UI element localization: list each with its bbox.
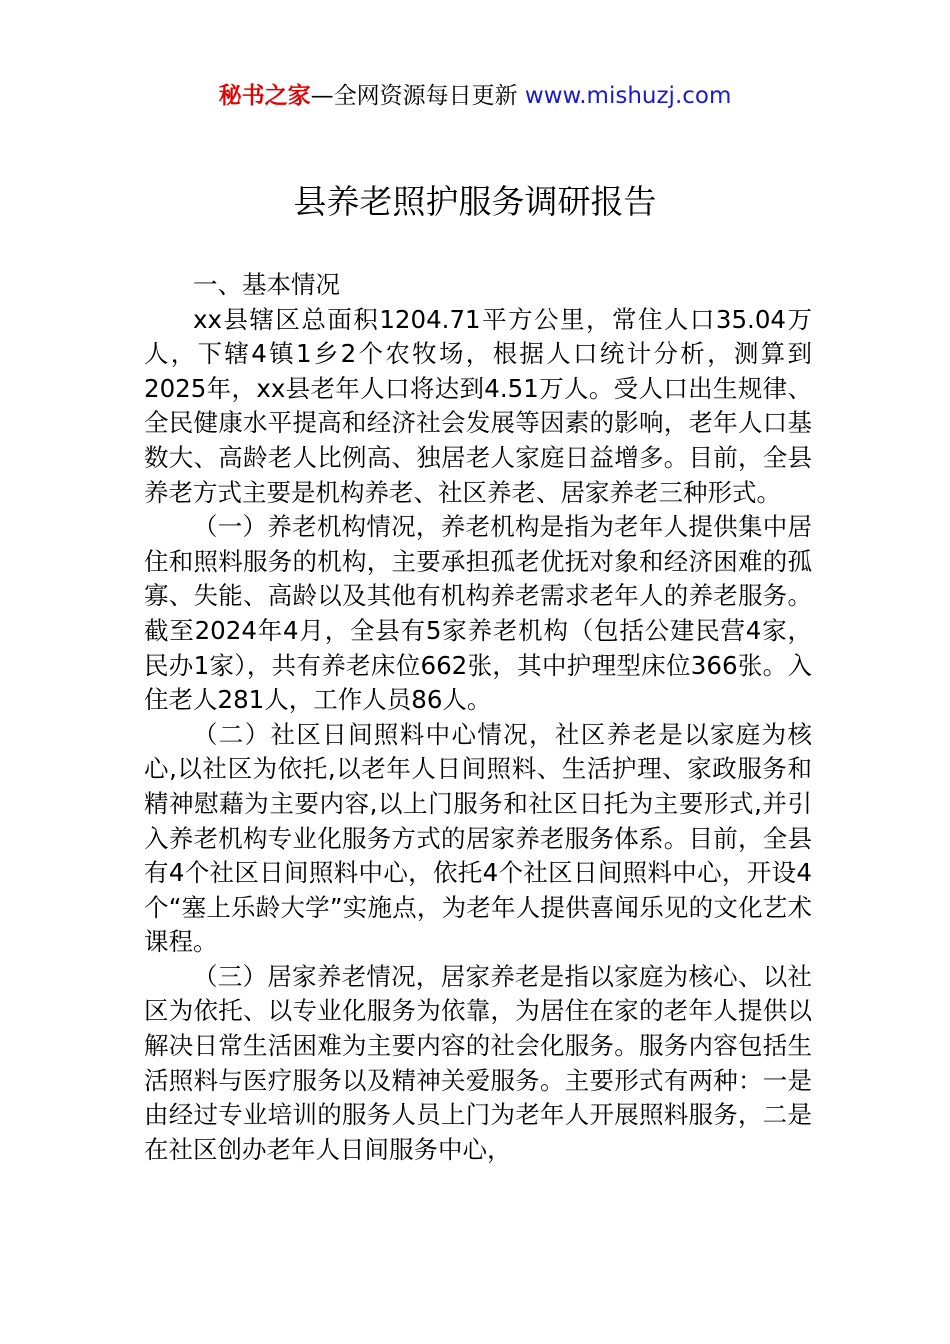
site-header (0, 80, 950, 112)
site-brand: 秘书之家 (218, 83, 311, 109)
paragraph: （一）养老机构情况，养老机构是指为老年人提供集中居住和照料服务的机构，主要承担孤老优抚对象和经济困难的孤寡、失能、高龄以及其他有机构养老需求老年人的养老服务。截至2024年4月，全县有5家养老机构（包括公建民营4家，民办1家），共有养老床位662张，其中护理型床位366张。入住老人281人，工作人员86人。 (144, 512, 812, 715)
section-heading: 一、基本情况 (193, 270, 340, 299)
site-url-link[interactable]: www.mishuzj.com (524, 83, 732, 109)
paragraph: xx县辖区总面积1204.71平方公里，常住人口35.04万人，下辖4镇1乡2个农牧场，根据人口统计分析，测算到2025年，xx县老年人口将达到4.51万人。受人口出生规律、全民健康水平提高和经济社会发展等因素的影响，老年人口基数大、高龄老人比例高、独居老人家庭日益增多。目前，全县养老方式主要是机构养老、社区养老、居家养老三种形式。 (144, 304, 812, 507)
document-body (144, 268, 812, 1167)
paragraph: （三）居家养老情况，居家养老是指以家庭为核心、以社区为依托、以专业化服务为依靠，为居住在家的老年人提供以解决日常生活困难为主要内容的社会化服务。服务内容包括生活照料与医疗服务以及精神关爱服务。主要形式有两种：一是由经过专业培训的服务人员上门为老年人开展照料服务，二是在社区创办老年人日间服务中心， (144, 961, 812, 1164)
site-tagline: —全网资源每日更新 (310, 83, 518, 109)
paragraph: （二）社区日间照料中心情况，社区养老是以家庭为核心,以社区为依托,以老年人日间照料、生活护理、家政服务和精神慰藉为主要内容,以上门服务和社区日托为主要形式,并引入养老机构专业化服务方式的居家养老服务体系。目前，全县有4个社区日间照料中心，依托4个社区日间照料中心，开设4个“塞上乐龄大学”实施点，为老年人提供喜闻乐见的文化艺术课程。 (144, 719, 812, 957)
document-title: 县养老照护服务调研报告 (293, 182, 657, 221)
